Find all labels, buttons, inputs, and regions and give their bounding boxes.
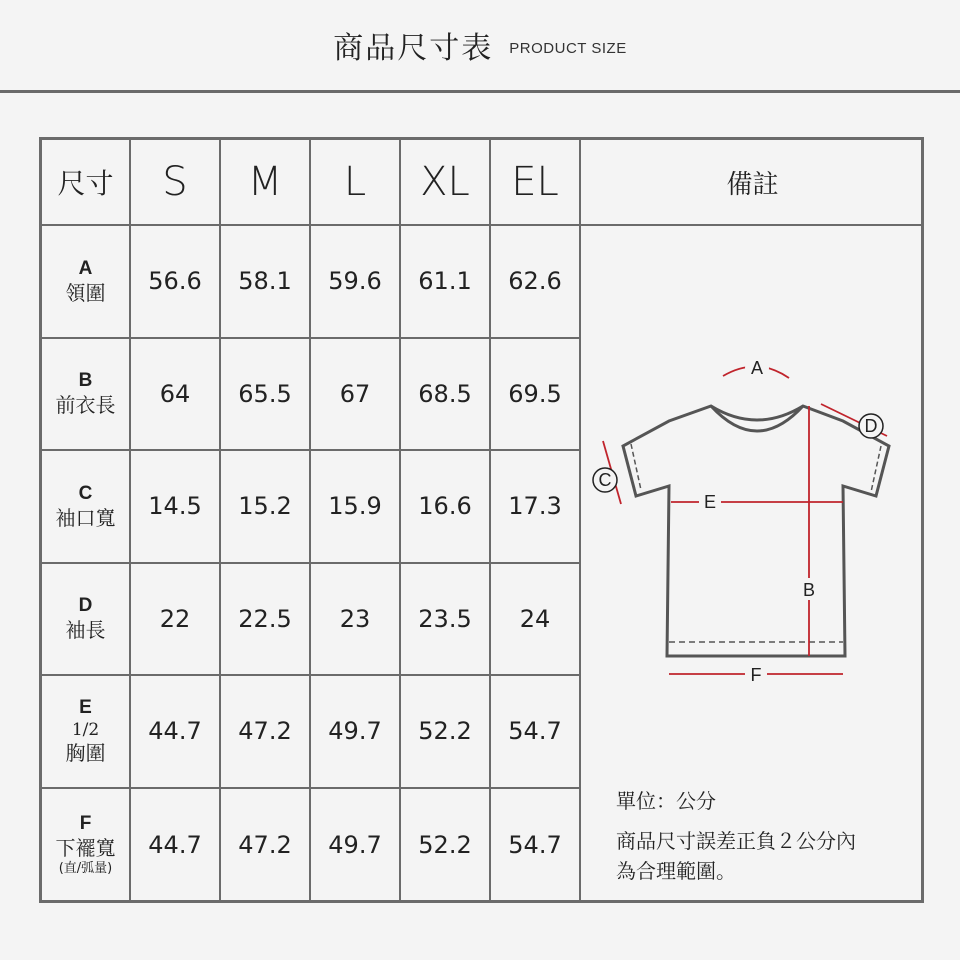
row-label-name: 袖長 (65, 618, 106, 643)
row-label-name: 胸圍 (65, 741, 106, 766)
row-label-sub: 1/2 (71, 720, 100, 740)
row-label-letter: B (78, 370, 93, 392)
table-cell: 58.1 (221, 226, 311, 339)
table-cell: 22 (131, 564, 221, 677)
label-a: A (750, 358, 764, 378)
table-cell: 15.2 (221, 451, 311, 564)
table-cell: 64 (131, 339, 221, 452)
shirt-body (623, 406, 889, 656)
label-c: C (598, 470, 612, 490)
row-label-a (42, 226, 131, 339)
tolerance-note-1: 商品尺寸誤差正負２公分內 (616, 829, 856, 853)
row-label-name: 前衣長 (55, 393, 116, 418)
row-label-tiny: (直/弧量) (58, 861, 113, 876)
notes-cell (581, 226, 924, 903)
measure-labels (593, 356, 883, 686)
size-header-m: M (221, 140, 311, 226)
table-cell: 47.2 (221, 676, 311, 789)
table-cell: 59.6 (311, 226, 401, 339)
corner-label: 尺寸 (42, 140, 131, 226)
row-label-c (42, 451, 131, 564)
table-cell: 52.2 (401, 789, 491, 902)
table-cell: 47.2 (221, 789, 311, 902)
table-cell: 69.5 (491, 339, 581, 452)
table-cell: 49.7 (311, 789, 401, 902)
table-cell: 22.5 (221, 564, 311, 677)
label-e: E (703, 492, 717, 512)
unit-note: 單位：公分 (616, 789, 716, 813)
row-label-name: 下襬寬 (55, 836, 116, 860)
page-title: 商品尺寸表 (333, 31, 494, 66)
table-cell: 44.7 (131, 676, 221, 789)
size-header-s: S (131, 140, 221, 226)
tshirt-outline (623, 406, 889, 656)
table-cell: 49.7 (311, 676, 401, 789)
table-cell: 23.5 (401, 564, 491, 677)
table-cell: 65.5 (221, 339, 311, 452)
title-divider (0, 90, 960, 93)
notes-text (616, 786, 916, 886)
row-label-letter: F (79, 813, 92, 835)
table-cell: 15.9 (311, 451, 401, 564)
table-cell: 24 (491, 564, 581, 677)
row-label-letter: C (78, 482, 93, 504)
table-cell: 62.6 (491, 226, 581, 339)
table-cell: 23 (311, 564, 401, 677)
row-label-name: 領圍 (65, 280, 106, 305)
notes-header: 備註 (581, 140, 924, 226)
table-cell: 16.6 (401, 451, 491, 564)
size-header-l: L (311, 140, 401, 226)
size-header-xl: XL (401, 140, 491, 226)
label-b: B (802, 580, 816, 600)
row-label-name: 袖口寬 (55, 505, 116, 530)
tshirt-diagram (581, 306, 924, 685)
row-label-b (42, 339, 131, 452)
table-cell: 67 (311, 339, 401, 452)
row-label-f (42, 789, 131, 902)
tolerance-note-2: 為合理範圍。 (616, 859, 736, 883)
title-bar (0, 0, 960, 90)
row-label-letter: D (78, 595, 93, 617)
table-cell: 54.7 (491, 789, 581, 902)
table-cell: 61.1 (401, 226, 491, 339)
row-label-e (42, 676, 131, 789)
table-cell: 52.2 (401, 676, 491, 789)
table-cell: 17.3 (491, 451, 581, 564)
table-cell: 68.5 (401, 339, 491, 452)
row-label-letter: A (78, 257, 93, 279)
table-cell: 14.5 (131, 451, 221, 564)
label-d: D (864, 416, 878, 436)
page-subtitle: PRODUCT SIZE (509, 39, 627, 57)
row-label-d (42, 564, 131, 677)
size-header-el: EL (491, 140, 581, 226)
table-cell: 44.7 (131, 789, 221, 902)
row-label-letter: E (79, 697, 92, 719)
table-cell: 54.7 (491, 676, 581, 789)
table-cell: 56.6 (131, 226, 221, 339)
size-table (39, 137, 924, 903)
label-f: F (750, 665, 762, 685)
